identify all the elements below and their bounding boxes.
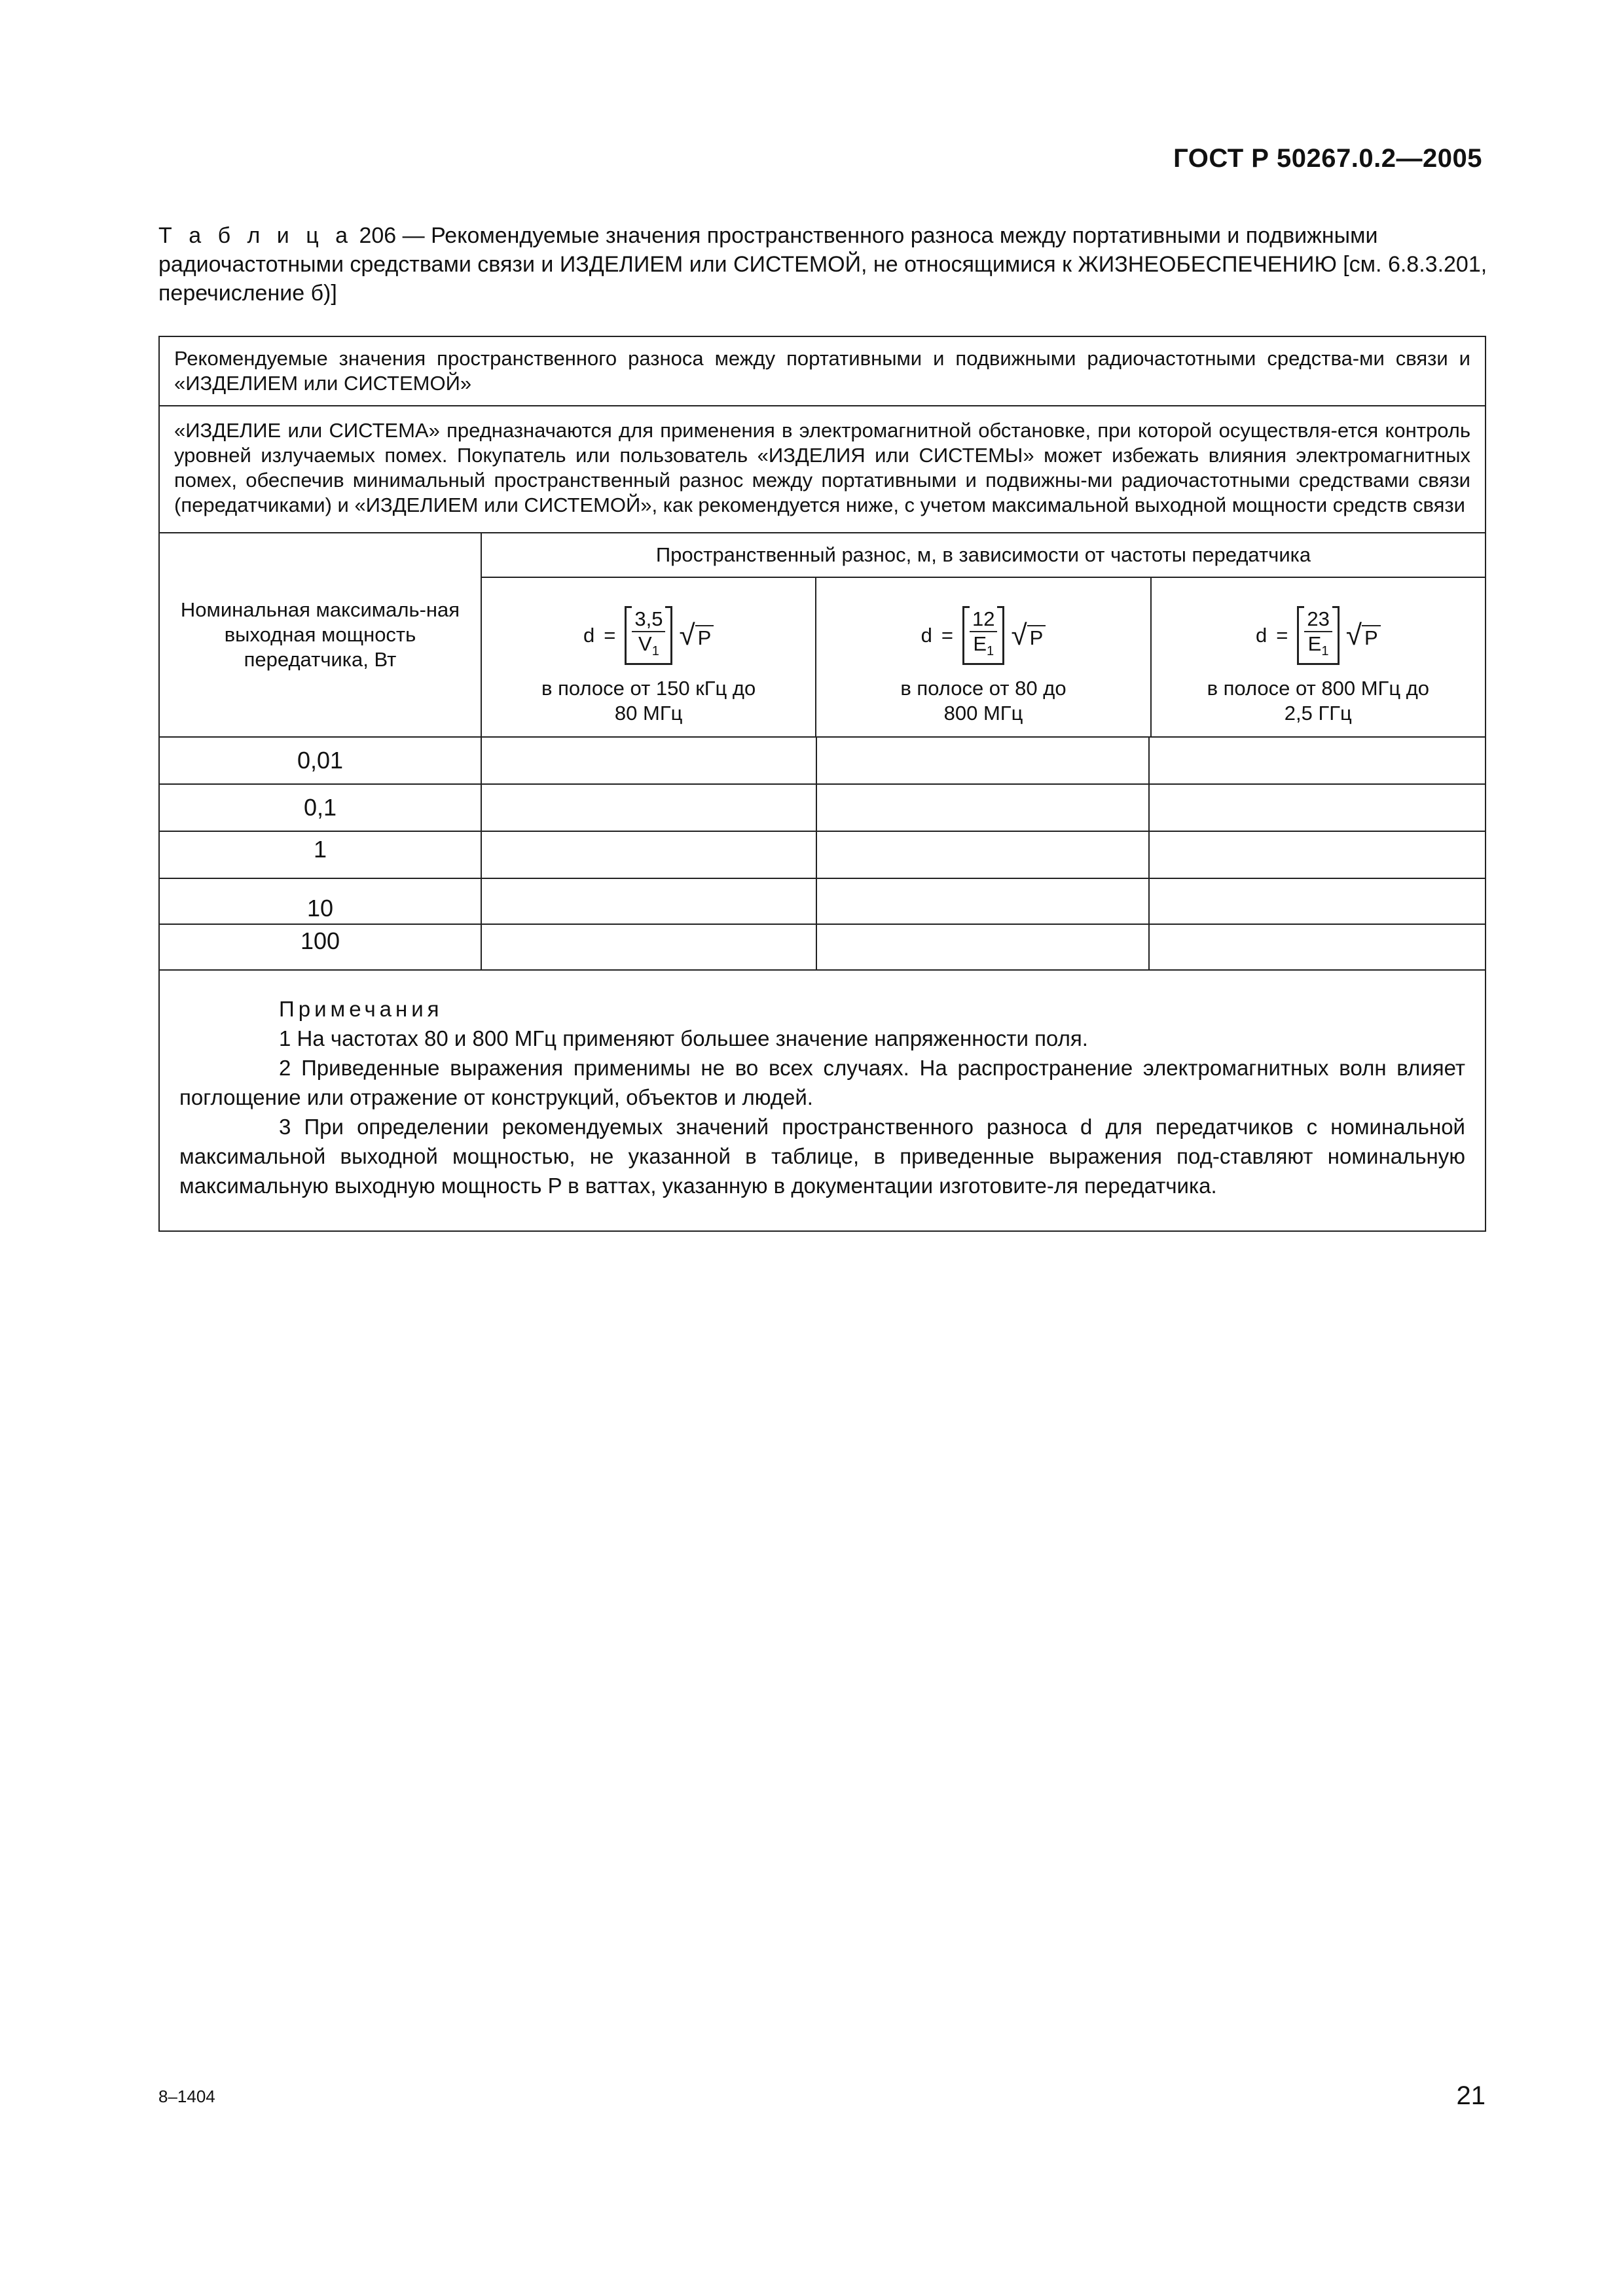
distance-cell-band-2 [817, 738, 1150, 783]
radical-sign-icon: √ [679, 619, 695, 651]
power-cell: 100 [160, 925, 482, 969]
document-number: ГОСТ Р 50267.0.2—2005 [1173, 144, 1482, 173]
fraction-denominator: $V_1$ [638, 632, 659, 659]
distance-cell-band-3 [1150, 925, 1485, 969]
formula-cell-band-3 [1152, 578, 1485, 736]
distance-cell-band-2 [817, 832, 1150, 878]
table-row [160, 785, 1485, 832]
bracket [1297, 606, 1339, 665]
table-notes [160, 971, 1485, 1230]
fraction [1304, 607, 1332, 663]
distance-cell-band-1 [482, 925, 817, 969]
formula-cell-band-2 [816, 578, 1151, 736]
formula-equals: = [1276, 624, 1288, 647]
page-number: 21 [1456, 2081, 1486, 2110]
bracket [962, 606, 1004, 665]
note-item: 2 Приведенные выражения применимы не во всех случаях. На распространение электромагнитных волн влияет поглощение или отражение от конструкций, объектов и людей. [179, 1056, 1465, 1109]
formula-lhs: d [583, 624, 595, 647]
formula [583, 604, 714, 667]
distance-cell-band-2 [817, 879, 1150, 924]
separation-table [158, 336, 1486, 1232]
power-cell: 10 [160, 879, 482, 924]
power-cell: 1 [160, 832, 482, 878]
formula-lhs: d [1255, 624, 1267, 647]
radical-sign-icon: √ [1011, 619, 1027, 651]
fraction-numerator: 23 [1304, 607, 1332, 632]
square-root [679, 621, 714, 650]
footer-code: 8–1404 [158, 2087, 215, 2106]
distance-cell-band-1 [482, 738, 817, 783]
distance-cell-band-3 [1150, 832, 1485, 878]
radicand: P [1362, 625, 1381, 650]
note-item: 1 На частотах 80 и 800 МГц применяют большее значение напряженности поля. [279, 1026, 1088, 1050]
fraction-denominator: $E_1$ [1307, 632, 1329, 659]
frequency-band: в полосе от 150 кГц до 80 МГц [541, 677, 756, 725]
caption-text: 206 — Рекомендуемые значения пространственного разноса между портативными и подвижными радиочастотными средствами связи и ИЗДЕЛИЕМ или СИСТЕМОЙ, не относящимися к ЖИЗНЕОБЕСПЕЧЕНИЮ [см. 6.8.3.201, перечисление б)] [158, 223, 1487, 306]
distance-cell-band-1 [482, 832, 817, 878]
fraction-numerator: 3,5 [632, 607, 665, 632]
fraction-denominator: $E_1$ [973, 632, 994, 659]
power-cell: 0,01 [160, 738, 482, 783]
fraction [970, 607, 997, 663]
table-row [160, 738, 1485, 785]
formula-lhs: d [921, 624, 932, 647]
fraction [632, 607, 665, 663]
formula [921, 604, 1046, 667]
distance-cell-band-1 [482, 785, 817, 831]
table-intro-title: Рекомендуемые значения пространственного разноса между портативными и подвижными радиочастотными средства-ми связи и «ИЗДЕЛИЕМ или СИСТЕМОЙ» [160, 337, 1485, 406]
formula-cell-band-1 [482, 578, 816, 736]
table-caption [158, 221, 1487, 308]
frequency-band: в полосе от 80 до 800 МГц [900, 677, 1067, 725]
separation-span-header: Пространственный разнос, м, в зависимости от частоты передатчика [482, 533, 1485, 578]
distance-cell-band-3 [1150, 785, 1485, 831]
power-column-header: Номинальная максималь-ная выходная мощность передатчика, Вт [160, 533, 482, 736]
caption-label: Т а б л и ц а [158, 223, 354, 248]
distance-cell-band-3 [1150, 879, 1485, 924]
table-row [160, 879, 1485, 925]
table-row [160, 832, 1485, 879]
note-item: 3 При определении рекомендуемых значений пространственного разноса d для передатчиков с номинальной максимальной выходной мощностью, не указанной в таблице, в приведенные выражения под-ставляют номинальную максимальную выходную мощность P в ваттах, указанную в документации изготовите-ля передатчика. [179, 1115, 1465, 1198]
radicand: P [695, 625, 714, 650]
square-root [1011, 621, 1046, 650]
formula-equals: = [604, 624, 616, 647]
bracket [625, 606, 672, 665]
formula-equals: = [941, 624, 953, 647]
fraction-numerator: 12 [970, 607, 997, 632]
distance-cell-band-2 [817, 785, 1150, 831]
distance-cell-band-3 [1150, 738, 1485, 783]
radicand: P [1027, 625, 1046, 650]
table-row [160, 925, 1485, 971]
distance-cell-band-1 [482, 879, 817, 924]
square-root [1346, 621, 1381, 650]
power-cell: 0,1 [160, 785, 482, 831]
formula [1256, 604, 1381, 667]
table-header [160, 533, 1485, 738]
frequency-band: в полосе от 800 МГц до 2,5 ГГц [1207, 677, 1430, 725]
table-intro-text: «ИЗДЕЛИЕ или СИСТЕМА» предназначаются для применения в электромагнитной обстановке, при которой осуществля-ется контроль уровней излучаемых помех. Покупатель или пользователь «ИЗДЕЛИЯ или СИСТЕМЫ» может избежать влияния электромагнитных помех, обеспечив минимальный пространственный разнос между портативными и подвижны-ми радиочастотными средствами связи (передатчиками) и «ИЗДЕЛИЕМ или СИСТЕМОЙ», как рекомендуется ниже, с учетом максимальной выходной мощности средств связи [160, 406, 1485, 533]
radical-sign-icon: √ [1345, 619, 1362, 651]
notes-title: Примечания [279, 997, 443, 1021]
distance-cell-band-2 [817, 925, 1150, 969]
